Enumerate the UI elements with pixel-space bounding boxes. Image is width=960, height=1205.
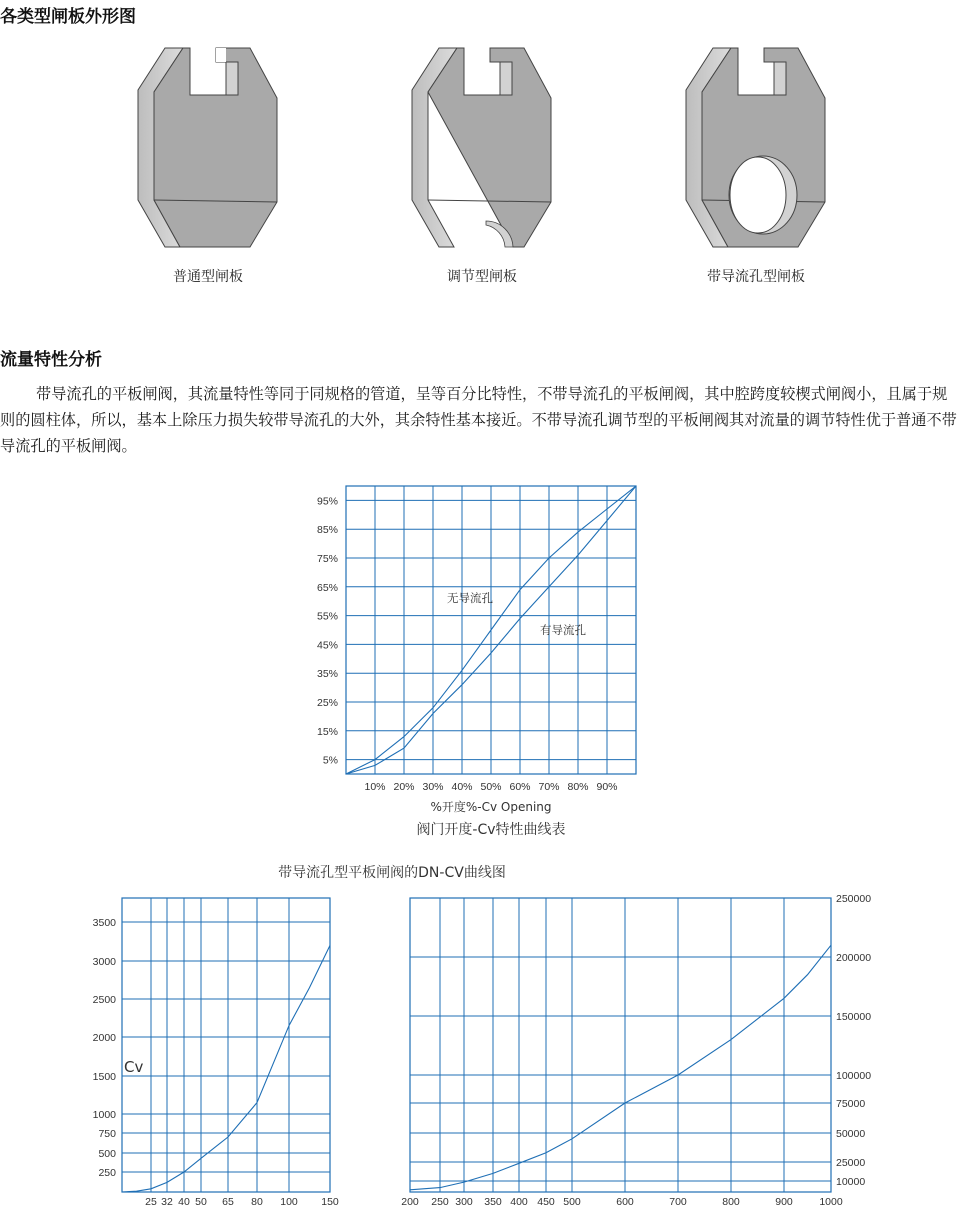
chart2-y-tick: 750	[98, 1128, 116, 1140]
chart1-xlabel: %开度%-Cv Opening	[430, 800, 552, 814]
chart2-y-tick: 1500	[92, 1071, 116, 1083]
chart3-frame	[410, 898, 831, 1192]
chart3-x-tick: 500	[563, 1196, 581, 1205]
chart3-x-tick: 350	[484, 1196, 502, 1205]
chart2-ylabel: Cv	[124, 1058, 144, 1076]
chart2-y-tick: 2000	[92, 1032, 116, 1044]
chart2-x-tick: 100	[280, 1196, 298, 1205]
chart1-y-tick: 5%	[322, 754, 338, 767]
chart2-x-tick: 50	[195, 1196, 207, 1205]
chart1-y-tick: 75%	[316, 553, 338, 565]
chart1-x-tick: 60%	[509, 781, 531, 793]
chart1-x-tick: 80%	[567, 781, 589, 793]
chart3-series-line	[410, 945, 831, 1190]
chart1-title: 阀门开度-Cv特性曲线表	[416, 822, 566, 838]
chart1-y-tick: 85%	[316, 524, 338, 537]
chart3-x-tick: 700	[669, 1196, 687, 1205]
gate-caption-bore: 带导流孔型闸板	[707, 269, 805, 285]
chart1-y-tick: 35%	[316, 668, 338, 681]
chart3-y-tick: 250000	[836, 893, 872, 905]
chart2-title: 带导流孔型平板闸阀的DN-CV曲线图	[278, 865, 506, 881]
chart2-y-tick: 3000	[92, 956, 116, 968]
chart2-x-tick: 25	[145, 1196, 157, 1205]
chart1-x-tick: 70%	[538, 781, 560, 793]
chart3-x-tick: 250	[431, 1196, 449, 1205]
chart3-x-tick: 400	[510, 1196, 528, 1205]
chart1-series-label: 有导流孔	[540, 623, 586, 637]
chart1-x-tick: 40%	[451, 781, 473, 793]
chart2-x-tick: 65	[222, 1196, 234, 1205]
section-title-flow: 流量特性分析	[0, 350, 102, 370]
chart1-y-tick: 25%	[316, 697, 338, 709]
chart3-x-tick: 1000	[819, 1196, 843, 1205]
chart2-y-tick: 3500	[92, 917, 116, 929]
chart2-x-tick: 32	[161, 1196, 173, 1205]
section-title-gate-shapes: 各类型闸板外形图	[0, 7, 136, 27]
chart1-y-tick: 95%	[316, 495, 338, 508]
chart1-x-tick: 50%	[480, 781, 502, 793]
chart3-y-tick: 10000	[836, 1176, 866, 1188]
chart2-x-tick: 80	[251, 1196, 263, 1205]
chart3-x-tick: 300	[455, 1196, 473, 1205]
flow-paragraph-text: 带导流孔的平板闸阀，其流量特性等同于同规格的管道，呈等百分比特性，不带导流孔的平板闸阀，其中腔跨度较楔式闸阀小，且属于规则的圆柱体，所以，基本上除压力损失较带导流孔的大外，其余特性基本接近。不带导流孔调节型的平板闸阀其对流量的调节特性优于普通不带导流孔的平板闸阀。	[0, 385, 957, 455]
chart1-y-tick: 15%	[316, 725, 338, 738]
chart1-series-label: 无导流孔	[447, 591, 493, 605]
chart1-y-tick: 45%	[316, 639, 338, 652]
chart2-x-tick: 40	[178, 1196, 190, 1205]
chart3-x-tick: 800	[722, 1196, 740, 1205]
chart2-y-tick: 1000	[92, 1109, 116, 1121]
chart2-y-tick: 2500	[92, 994, 116, 1006]
chart3-x-tick: 900	[775, 1196, 793, 1205]
chart2-y-tick: 250	[98, 1167, 116, 1179]
gate-caption-plain: 普通型闸板	[173, 269, 243, 285]
chart1-x-tick: 20%	[393, 781, 415, 793]
chart1-x-tick: 10%	[364, 781, 386, 793]
chart1-y-tick: 65%	[316, 581, 338, 594]
gate-caption-regulating: 调节型闸板	[447, 269, 517, 285]
chart3-x-tick: 200	[401, 1196, 419, 1205]
chart3-y-tick: 50000	[836, 1128, 866, 1140]
chart3-y-tick: 25000	[836, 1157, 866, 1169]
chart3-y-tick: 75000	[836, 1098, 866, 1110]
chart3-y-tick: 100000	[836, 1070, 872, 1082]
chart2-y-tick: 500	[98, 1148, 116, 1160]
chart1-x-tick: 30%	[422, 781, 444, 793]
chart3-x-tick: 600	[616, 1196, 634, 1205]
chart2-x-tick: 150	[321, 1196, 339, 1205]
chart3-y-tick: 150000	[836, 1011, 872, 1023]
chart3-x-tick: 450	[537, 1196, 555, 1205]
chart3-y-tick: 200000	[836, 952, 872, 964]
chart1-y-tick: 55%	[316, 610, 338, 623]
chart1-x-tick: 90%	[596, 781, 618, 793]
